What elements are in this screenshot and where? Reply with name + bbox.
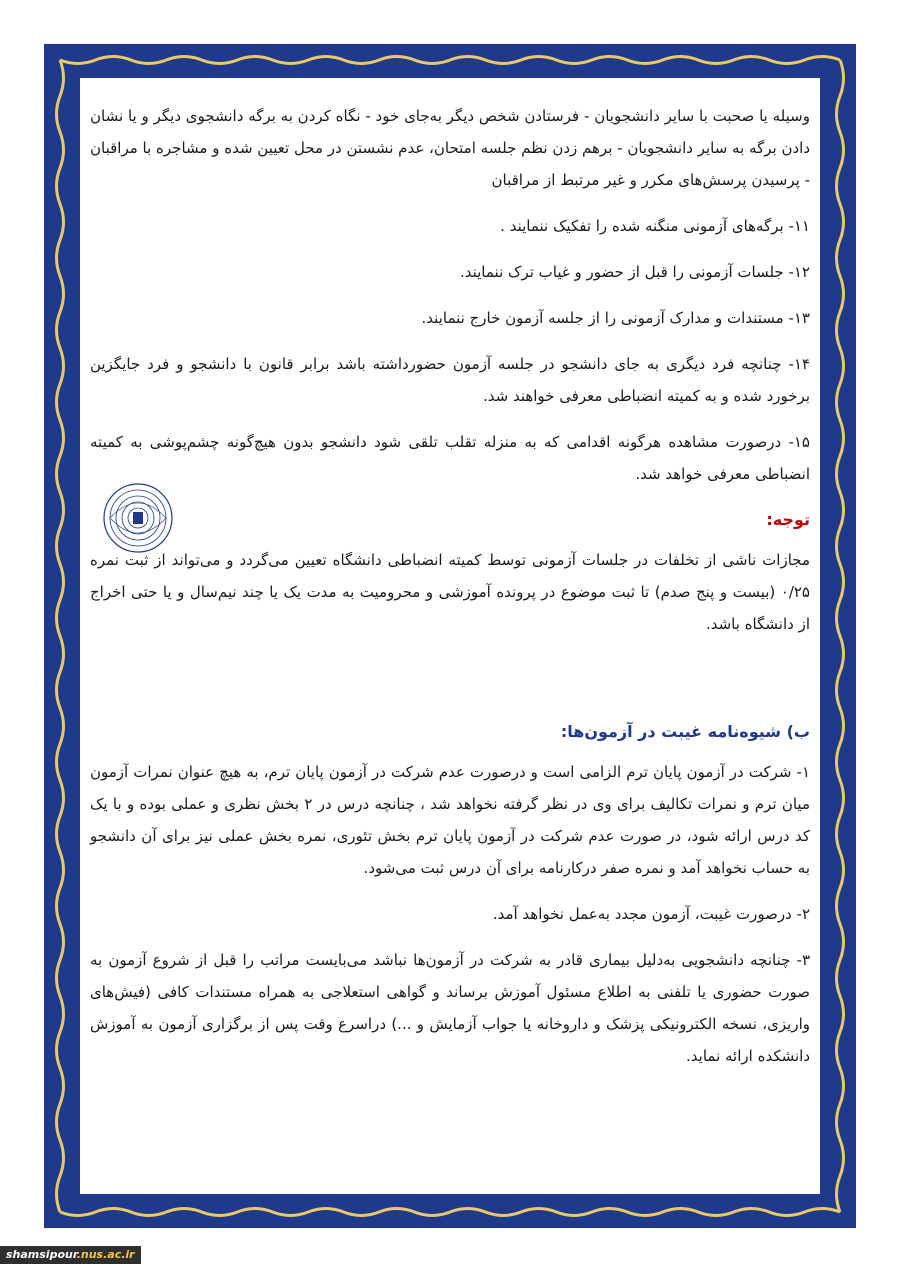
rule-13: ۱۳- مستندات و مدارک آزمونی را از جلسه آزمون خارج ننمایند.	[421, 309, 810, 327]
rule-11: ۱۱- برگه‌های آزمونی منگنه شده را تفکیک ننمایند .	[500, 217, 810, 235]
document-body	[90, 100, 810, 1086]
absence-rule-1: ۱- شرکت در آزمون پایان ترم الزامی است و درصورت عدم شرکت در آزمون پایان ترم، به هیچ عنوان نمرات آزمون میان ترم و نمرات تکالیف برای وی در نظر گرفته نخواهد شد ، چنانچه درس در ۲ بخش نظری و عملی بوده و با یک کد درس ارائه شود، در صورت عدم شرکت در آزمون پایان ترم بخش تئوری، نمره بخش عملی نیز برای آن دانشجو به حساب نخواهد آمد و نمره صفر درکارنامه برای آن درس ثبت می‌شود.	[90, 763, 810, 877]
absence-rule-2: ۲- درصورت غیبت، آزمون مجدد به‌عمل نخواهد آمد.	[492, 905, 810, 923]
rule-14: ۱۴- چنانچه فرد دیگری به جای دانشجو در جلسه آزمون حضورداشته باشد برابر قانون با دانشجو و فرد جایگزین برخورد شده و به کمیته انضباطی معرفی خواهند شد.	[90, 355, 810, 405]
rule-12: ۱۲- جلسات آزمونی را قبل از حضور و غیاب ترک ننمایند.	[459, 263, 810, 281]
section-spacer	[90, 654, 810, 706]
rule-15: ۱۵- درصورت مشاهده هرگونه اقدامی که به منزله تقلب تلقی شود دانشجو بدون هیچ‌گونه چشم‌پوشی به کمیته انضباطی معرفی خواهد شد.	[90, 433, 810, 483]
note-text: مجازات ناشی از تخلفات در جلسات آزمونی توسط کمیته انضباطی دانشگاه تعیین می‌گردد و می‌تواند از ثبت نمره ۰/۲۵ (بیست و پنج صدم) تا ثبت موضوع در پرونده آموزشی و محرومیت به مدت یک یا چند نیم‌سال و یا حتی اخراج از دانشگاه باشد.	[90, 551, 810, 633]
border-wave-0	[60, 57, 840, 64]
watermark-name: shamsipour	[6, 1248, 77, 1261]
paragraph-prohibited-actions: وسیله یا صحبت با سایر دانشجویان - فرستادن شخص دیگر به‌جای خود - نگاه کردن به برگه دانشجوی دیگر و یا نشان دادن برگه به سایر دانشجویان - برهم زدن نظم جلسه امتحان، عدم نشستن در محل تعیین شده و مشاجره با مراقبان - پرسیدن پرسش‌های مکرر و غیر مرتبط از مراقبان	[90, 107, 810, 189]
absence-rule-3: ۳- چنانچه دانشجویی به‌دلیل بیماری قادر به شرکت در آزمون‌ها نباشد می‌بایست مراتب را قبل از شروع آزمون به صورت حضوری یا تلفنی به اطلاع مسئول آموزش برساند و گواهی استعلاجی به همراه مستندات کافی (فیش‌های واریزی، نسخه الکترونیکی پزشک و داروخانه یا جواب آزمایش و ...) دراسرع وقت پس از برگزاری آزمون به آموزش دانشکده ارائه نماید.	[90, 951, 810, 1065]
border-wave-1	[60, 1209, 840, 1216]
watermark-domain: .nus.ac.ir	[76, 1248, 135, 1261]
site-watermark-badge	[0, 1246, 141, 1264]
border-wave-2	[57, 60, 64, 1212]
note-heading: توجه:	[766, 510, 810, 529]
border-wave-3	[837, 60, 844, 1212]
section-b-heading: ب) شیوه‌نامه غیبت در آزمون‌ها:	[560, 722, 810, 741]
